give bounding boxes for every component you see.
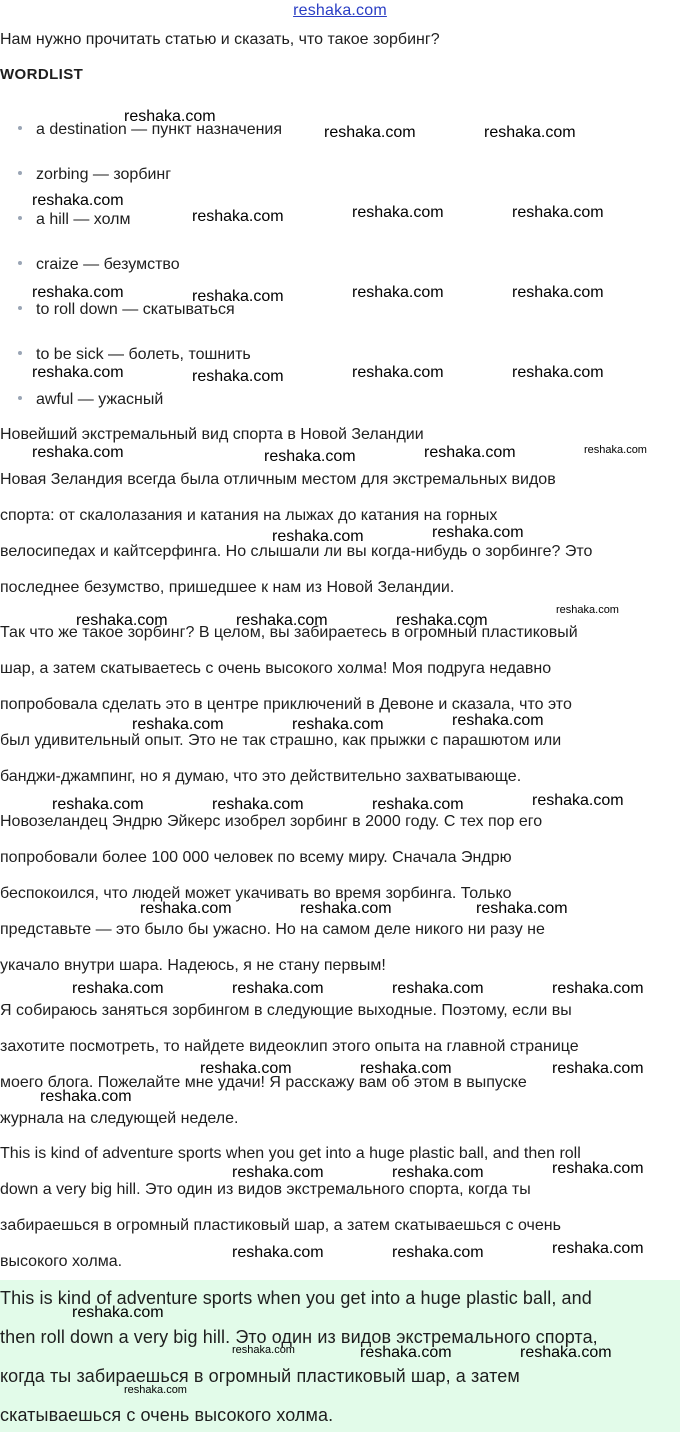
article-line: шар, а затем скатываетесь с очень высокого холма! Моя подруга недавно [0,660,552,677]
watermark: reshaka.com [352,364,444,381]
watermark: reshaka.com [532,792,624,809]
watermark: reshaka.com [360,1060,452,1077]
bullet-icon [18,216,22,220]
article-line: Новая Зеландия всегда была отличным местом для экстремальных видов [0,471,556,488]
article-line: Новозеландец Эндрю Эйкерс изобрел зорбинг в 2000 году. С тех пор его [0,813,543,830]
site-link[interactable]: reshaka.com [293,2,387,19]
watermark: reshaka.com [212,796,304,813]
watermark: reshaka.com [192,208,284,225]
article-line: был удивительный опыт. Это не так страшно, как прыжки с парашютом или [0,732,562,749]
watermark: reshaka.com [584,444,647,456]
watermark: reshaka.com [432,524,524,541]
article-line: последнее безумство, пришедшее к нам из Новой Зеландии. [0,579,455,596]
watermark: reshaka.com [76,612,168,629]
watermark: reshaka.com [360,1344,452,1361]
article-line: представьте — это было бы ужасно. Но на самом деле никого ни разу не [0,921,545,938]
bullet-icon [18,126,22,130]
article-line: попробовали более 100 000 человек по всему миру. Сначала Эндрю [0,849,512,866]
watermark: reshaka.com [396,612,488,629]
watermark: reshaka.com [52,796,144,813]
article-line: попробовала сделать это в центре приключений в Девоне и сказала, что это [0,696,572,713]
wordlist-title: WORDLIST [0,66,84,83]
watermark: reshaka.com [300,900,392,917]
watermark: reshaka.com [392,980,484,997]
watermark: reshaka.com [236,612,328,629]
wordlist-item: a destination — пункт назначения [18,121,282,139]
watermark: reshaka.com [232,1244,324,1261]
watermark: reshaka.com [424,444,516,461]
answer-line: скатываешься с очень высокого холма. [0,1405,334,1425]
watermark: reshaka.com [232,980,324,997]
summary-line: высокого холма. [0,1253,123,1270]
question-text: Нам нужно прочитать статью и сказать, что такое зорбинг? [0,31,440,48]
watermark: reshaka.com [352,204,444,221]
watermark: reshaka.com [124,108,216,125]
watermark: reshaka.com [392,1244,484,1261]
article-line: спорта: от скалолазания и катания на лыжах до катания на горных [0,507,498,524]
watermark: reshaka.com [264,448,356,465]
watermark: reshaka.com [200,1060,292,1077]
article-line: захотите посмотреть, то найдете видеоклип этого опыта на главной странице [0,1038,579,1055]
wordlist-item: awful — ужасный [18,391,163,409]
watermark: reshaka.com [476,900,568,917]
watermark: reshaka.com [552,1160,644,1177]
wordlist-item: zorbing — зорбинг [18,166,171,184]
summary-line: down a very big hill. Это один из видов экстремального спорта, когда ты [0,1181,531,1198]
article-line: банджи-джампинг, но я думаю, что это действительно захватывающе. [0,768,522,785]
watermark: reshaka.com [192,368,284,385]
watermark: reshaka.com [520,1344,612,1361]
watermark: reshaka.com [232,1344,295,1356]
bullet-icon [18,306,22,310]
article-line: журнала на следующей неделе. [0,1110,239,1127]
watermark: reshaka.com [372,796,464,813]
answer-line: когда ты забираешься в огромный пластиковый шар, а затем [0,1366,520,1386]
watermark: reshaka.com [124,1384,187,1396]
watermark: reshaka.com [512,284,604,301]
watermark: reshaka.com [232,1164,324,1181]
watermark: reshaka.com [72,980,164,997]
watermark: reshaka.com [512,364,604,381]
article-line: Я собираюсь заняться зорбингом в следующие выходные. Поэтому, если вы [0,1002,572,1019]
watermark: reshaka.com [32,284,124,301]
watermark: reshaka.com [512,204,604,221]
bullet-icon [18,351,22,355]
watermark: reshaka.com [140,900,232,917]
watermark: reshaka.com [324,124,416,141]
watermark: reshaka.com [292,716,384,733]
article-line: велосипедах и кайтсерфинга. Но слышали ли вы когда-нибудь о зорбинге? Это [0,543,593,560]
bullet-icon [18,261,22,265]
answer-line: This is kind of adventure sports when you get into a huge plastic ball, and [0,1288,592,1308]
wordlist-item: a hill — холм [18,211,131,229]
watermark: reshaka.com [272,528,364,545]
watermark: reshaka.com [72,1304,164,1321]
bullet-icon [18,171,22,175]
watermark: reshaka.com [556,604,619,616]
article-line: укачало внутри шара. Надеюсь, я не стану первым! [0,957,386,974]
wordlist-item: to roll down — скатываться [18,301,235,319]
bullet-icon [18,396,22,400]
watermark: reshaka.com [132,716,224,733]
article-line: беспокоился, что людей может укачивать во время зорбинга. Только [0,885,512,902]
summary-line: забираешься в огромный пластиковый шар, а затем скатываешься с очень [0,1217,561,1234]
watermark: reshaka.com [32,364,124,381]
wordlist-item: craize — безумство [18,256,180,274]
watermark: reshaka.com [484,124,576,141]
watermark: reshaka.com [32,444,124,461]
watermark: reshaka.com [552,980,644,997]
watermark: reshaka.com [392,1164,484,1181]
summary-line: This is kind of adventure sports when you get into a huge plastic ball, and then roll [0,1145,581,1162]
article-line: Так что же такое зорбинг? В целом, вы забираетесь в огромный пластиковый [0,624,578,641]
article-line: моего блога. Пожелайте мне удачи! Я расскажу вам об этом в выпуске [0,1074,527,1091]
watermark: reshaka.com [32,192,124,209]
article-heading: Новейший экстремальный вид спорта в Новой Зеландии [0,426,424,443]
watermark: reshaka.com [192,288,284,305]
answer-line: then roll down a very big hill. Это один из видов экстремального спорта, [0,1327,598,1347]
wordlist-item: to be sick — болеть, тошнить [18,346,251,364]
watermark: reshaka.com [452,712,544,729]
watermark: reshaka.com [352,284,444,301]
watermark: reshaka.com [552,1060,644,1077]
watermark: reshaka.com [552,1240,644,1257]
watermark: reshaka.com [40,1088,132,1105]
